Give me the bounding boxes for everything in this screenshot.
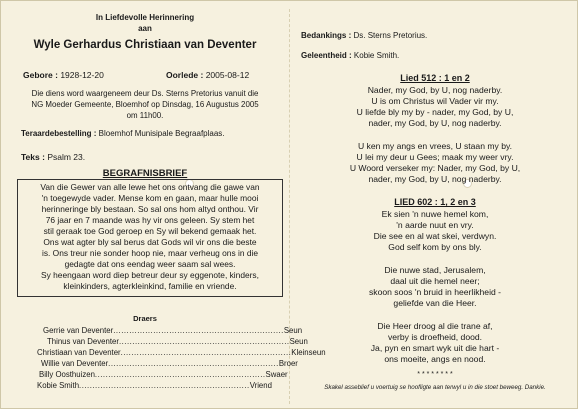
- family-row: [41, 359, 298, 369]
- intro-line: In Liefdevolle Herinnering: [95, 13, 195, 22]
- family-name: Kobie Smith: [37, 381, 80, 390]
- family-role: Seun: [289, 337, 308, 346]
- died-date: 2005-08-12: [205, 70, 250, 80]
- family-name: Gerrie van Deventer: [43, 326, 114, 335]
- burial-label: Teraardebestelling :: [21, 129, 97, 138]
- song-line: U is om Christus wil Vader vir my.: [371, 96, 499, 106]
- letter-line: Sy heengaan word diep betreur deur sy eggenote, kinders,: [41, 270, 259, 280]
- family-role: Broer: [278, 359, 298, 368]
- song-line: U liefde bly my by - nader, my God, by U,: [356, 107, 514, 117]
- song-line: Ek sien 'n nuwe hemel kom,: [381, 209, 489, 219]
- family-row: [43, 326, 303, 336]
- occasion-row: [301, 51, 399, 61]
- dot-leader: ................................................................: [113, 326, 284, 335]
- dot-leader: ................................................................: [108, 359, 279, 368]
- song-line: U ken my angs en vrees, U staan my by.: [357, 141, 513, 151]
- thanks-label: Bedankings :: [301, 31, 352, 40]
- song2-title: LIED 602 : 1, 2 en 3: [394, 197, 476, 207]
- letter-line: kleinkinders, agterkleinkind, familie en vriende.: [63, 281, 237, 291]
- occasion-value: Kobie Smith.: [353, 51, 400, 60]
- song-line: verby is droefheid, dood.: [387, 332, 483, 342]
- letter-title: BEGRAFNISBRIEF: [102, 168, 188, 179]
- letter-line: stil geraak toe God geroep en Sy wil bekend gemaak het.: [43, 226, 257, 236]
- text-label: Teks :: [21, 152, 45, 162]
- text-value: Psalm 23.: [47, 152, 86, 162]
- born-label: Gebore :: [23, 70, 58, 80]
- song-line: geliefde van die Heer.: [393, 298, 477, 308]
- song-line: Die nuwe stad, Jerusalem,: [384, 265, 486, 275]
- song-line: Ja, pyn en smart wyk uit die hart -: [370, 343, 500, 353]
- burial-place: Bloemhof Munisipale Begraafplaas.: [98, 129, 225, 138]
- song-line: God self kom by ons bly.: [388, 242, 482, 252]
- letter-line: is. Ons treur nie sonder hoop nie, maar verheug ons in die: [41, 248, 258, 258]
- born-date: 1928-12-20: [60, 70, 104, 80]
- service-line-2: NG Moeder Gemeente, Bloemhof op Dinsdag, 16 Augustus 2005: [31, 100, 259, 109]
- letter-line: 'n toegewyde vader. Mense kom en gaan, maar hulle mooi: [41, 193, 259, 203]
- stars-divider: * * * * * * * *: [417, 371, 453, 378]
- song-line: nader, my God, by U, nog naderby.: [368, 118, 502, 128]
- family-row: [39, 370, 288, 380]
- song-line: 'n aarde nuut en vry.: [396, 220, 474, 230]
- dot-leader: ................................................................: [79, 381, 250, 390]
- song-line: Die Heer droog al die trane af,: [377, 321, 493, 331]
- letter-line: Van die Gewer van alle lewe het ons ontvang die gawe van: [40, 182, 260, 192]
- service-line-1: Die diens word waargeneem deur Ds. Sterns Pretorius vanuit die: [31, 89, 259, 98]
- letter-line: herinneringe bly bestaan. So sal ons hom altyd onthou. Vir: [41, 204, 259, 214]
- burial-row: [21, 129, 225, 139]
- dot-leader: ................................................................: [118, 337, 290, 346]
- died-label: Oorlede :: [166, 70, 204, 80]
- family-row: [37, 348, 326, 358]
- family-name: Thinus van Deventer: [47, 337, 119, 346]
- family-role: Vriend: [249, 381, 272, 390]
- dot-leader: ................................................................: [120, 348, 292, 357]
- family-name: Willie van Deventer: [41, 359, 109, 368]
- thanks-value: Ds. Sterns Pretorius.: [353, 31, 428, 40]
- letter-line: 76 jaar en 7 maande was hy vir ons geleen. Sy stem het: [45, 215, 255, 225]
- family-name: Billy Oosthuizen: [39, 370, 95, 379]
- deceased-name: Wyle Gerhardus Christiaan van Deventer: [33, 39, 257, 51]
- text-row: [21, 152, 85, 162]
- occasion-label: Geleentheid :: [301, 51, 352, 60]
- thanks-row: [301, 31, 427, 41]
- song-line: Die see en al wat skei, verdwyn.: [373, 231, 497, 241]
- family-role: Seun: [283, 326, 303, 335]
- family-name: Christiaan van Deventer: [37, 348, 121, 357]
- song-line: U Woord verseker my: Nader, my God, by U,: [349, 163, 521, 173]
- family-role: Kleinseun: [291, 348, 326, 357]
- letter-line: gedagte dat ons eendag weer saam sal wees.: [64, 259, 236, 269]
- born-row: [23, 70, 104, 80]
- aan-line: aan: [138, 24, 152, 33]
- footer-note: Skakel asseblief u voertuig se hoofligte aan terwyl u in die stoet beweeg. Dankie.: [324, 384, 546, 391]
- dot-leader: ................................................................: [94, 370, 266, 379]
- family-row: [37, 381, 272, 391]
- died-row: [166, 70, 249, 80]
- service-line-3: om 11h00.: [126, 111, 164, 120]
- letter-line: Ons wat agter bly sal berus dat Gods wil vir ons die beste: [43, 237, 257, 247]
- family-title: Draers: [133, 314, 157, 323]
- song1-title: Lied 512 : 1 en 2: [400, 73, 470, 83]
- song-line: nader, my God, by U, nog naderby.: [368, 174, 502, 184]
- song-line: skoon soos 'n bruid in heerlikheid -: [368, 287, 502, 297]
- song-line: ons moeite, angs en nood.: [384, 354, 486, 364]
- song-line: daal uit die hemel neer;: [390, 276, 480, 286]
- family-row: [47, 337, 308, 347]
- family-role: Swaer: [265, 370, 288, 379]
- song-line: Nader, my God, by U, nog naderby.: [367, 85, 503, 95]
- song-line: U lei my deur u Gees; maak my weer vry.: [356, 152, 514, 162]
